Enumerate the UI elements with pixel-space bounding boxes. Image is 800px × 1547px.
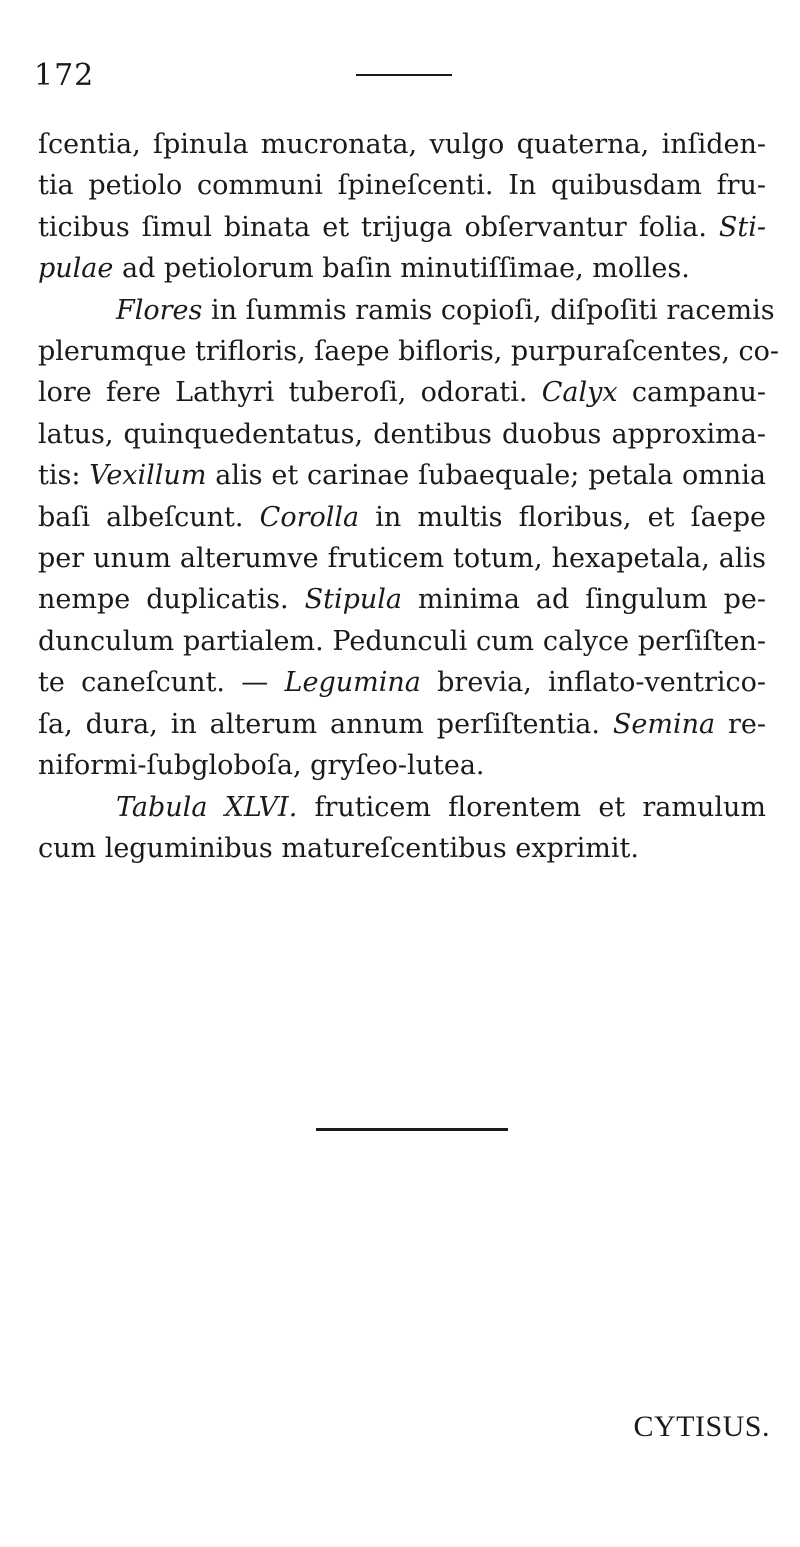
text-line: Tabula XLVI. fruticem florentem et ramulum	[116, 791, 766, 823]
text-line: ſcentia, ſpinula mucronata, vulgo quaterna, inſiden-	[38, 129, 766, 160]
text-line: nempe duplicatis. Stipula minima ad ſingulum pe-	[38, 584, 766, 616]
header-rule	[356, 74, 452, 76]
body-text	[38, 124, 779, 869]
text-line: ſa, dura, in alterum annum perſiſtentia. Semina re-	[38, 708, 767, 740]
page-number: 172	[34, 58, 95, 93]
text-line: ticibus ſimul binata et trijuga obſervantur folia. Sti-	[38, 211, 766, 243]
text-line: cum leguminibus matureſcentibus exprimit.	[38, 832, 639, 864]
text-line: lore fere Lathyri tuberoſi, odorati. Calyx campanu-	[38, 377, 766, 409]
text-line: pulae ad petiolorum baſin minutiſſimae, molles.	[38, 253, 690, 285]
text-line: latus, quinquedentatus, dentibus duobus approxima-	[38, 418, 766, 450]
text-line: tia petiolo communi ſpineſcenti. In quibusdam fru-	[38, 170, 766, 202]
section-rule	[316, 1128, 508, 1131]
text-line: te caneſcunt. — Legumina brevia, inflato-ventrico-	[38, 667, 766, 699]
text-line: tis: Vexillum alis et carinae ſubaequale; petala omnia	[38, 460, 766, 492]
text-line: Flores in ſummis ramis copioſi, diſpoſiti racemis	[116, 294, 775, 326]
text-line: baſi albeſcunt. Corolla in multis floribus, et ſaepe	[38, 501, 766, 533]
text-line: niformi-ſubgloboſa, gryſeo-lutea.	[38, 750, 485, 782]
catchword: CYTISUS.	[633, 1410, 770, 1443]
text-line: per unum alterumve fruticem totum, hexapetala, alis	[38, 543, 766, 575]
text-line: plerumque trifloris, ſaepe bifloris, purpuraſcentes, co-	[38, 336, 779, 368]
text-line: dunculum partialem. Pedunculi cum calyce perſiſten-	[38, 625, 766, 657]
